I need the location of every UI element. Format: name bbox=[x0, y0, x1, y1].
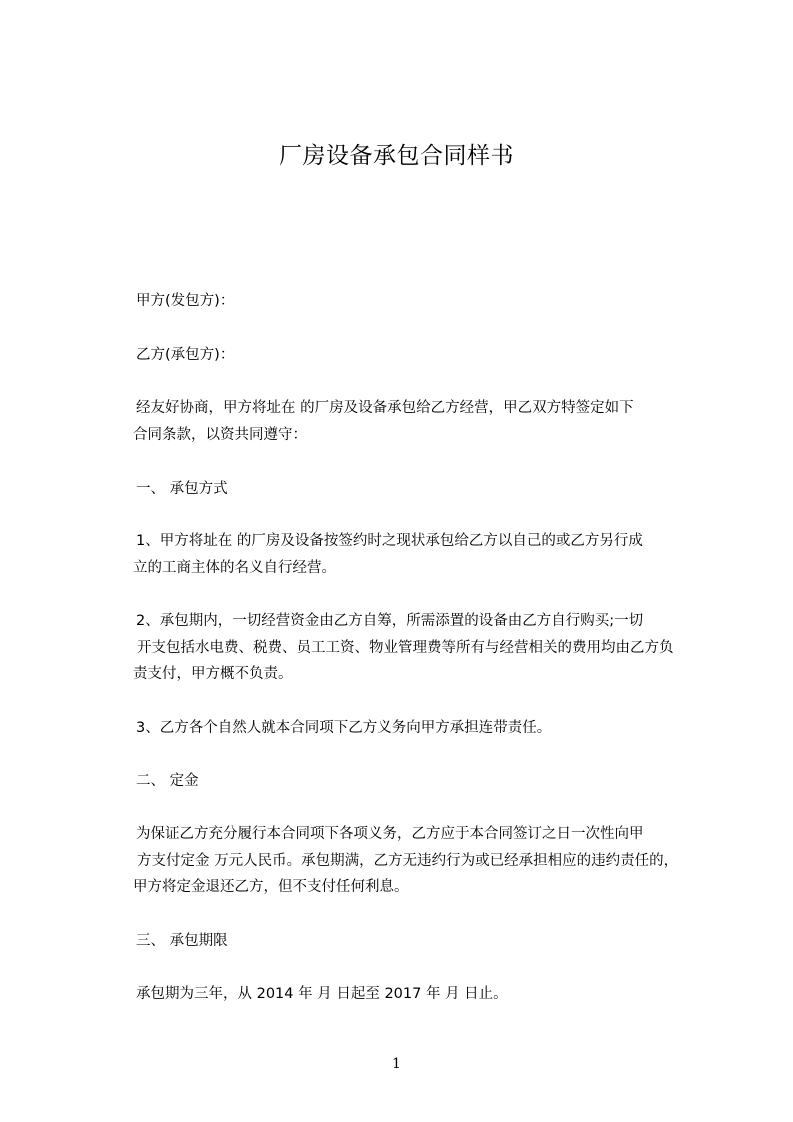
section-2-heading: 二、 定金 bbox=[136, 773, 199, 789]
section-1-item-2-line-1: 2、承包期内，一切经营资金由乙方自筹，所需添置的设备由乙方自行购买;一切 bbox=[136, 613, 644, 629]
section-1-heading: 一、 承包方式 bbox=[136, 481, 228, 497]
section-1-item-1-line-1: 1、甲方将址在 的厂房及设备按签约时之现状承包给乙方以自己的或乙方另行成 bbox=[136, 533, 643, 549]
section-2-line-2: 方支付定金 万元人民币。承包期满，乙方无违约行为或已经承担相应的违约责任的， bbox=[137, 853, 679, 869]
section-3-body: 承包期为三年，从 2014 年 月 日起至 2017 年 月 日止。 bbox=[136, 986, 508, 1002]
section-2-line-1: 为保证乙方充分履行本合同项下各项义务，乙方应于本合同签订之日一次性向甲 bbox=[136, 826, 644, 842]
document-title: 厂房设备承包合同样书 bbox=[279, 143, 514, 169]
party-b-label: 乙方(承包方)： bbox=[136, 347, 235, 363]
party-a-label: 甲方(发包方)： bbox=[136, 293, 235, 309]
intro-line-1: 经友好协商，甲方将址在 的厂房及设备承包给乙方经营，甲乙双方特签定如下 bbox=[136, 400, 634, 416]
section-2-line-3: 甲方将定金退还乙方，但不支付任何利息。 bbox=[133, 879, 409, 895]
section-1-item-2-line-3: 责支付，甲方概不负责。 bbox=[133, 666, 293, 682]
section-1-item-1-line-2: 立的工商主体的名义自行经营。 bbox=[133, 560, 336, 576]
section-3-heading: 三、 承包期限 bbox=[136, 933, 228, 949]
section-1-item-2-line-2: 开支包括水电费、税费、员工工资、物业管理费等所有与经营相关的费用均由乙方负 bbox=[137, 640, 674, 656]
intro-line-2: 合同条款，以资共同遵守： bbox=[133, 427, 307, 443]
section-1-item-3: 3、乙方各个自然人就本合同项下乙方义务向甲方承担连带责任。 bbox=[136, 720, 552, 736]
page-number: 1 bbox=[392, 1056, 401, 1072]
